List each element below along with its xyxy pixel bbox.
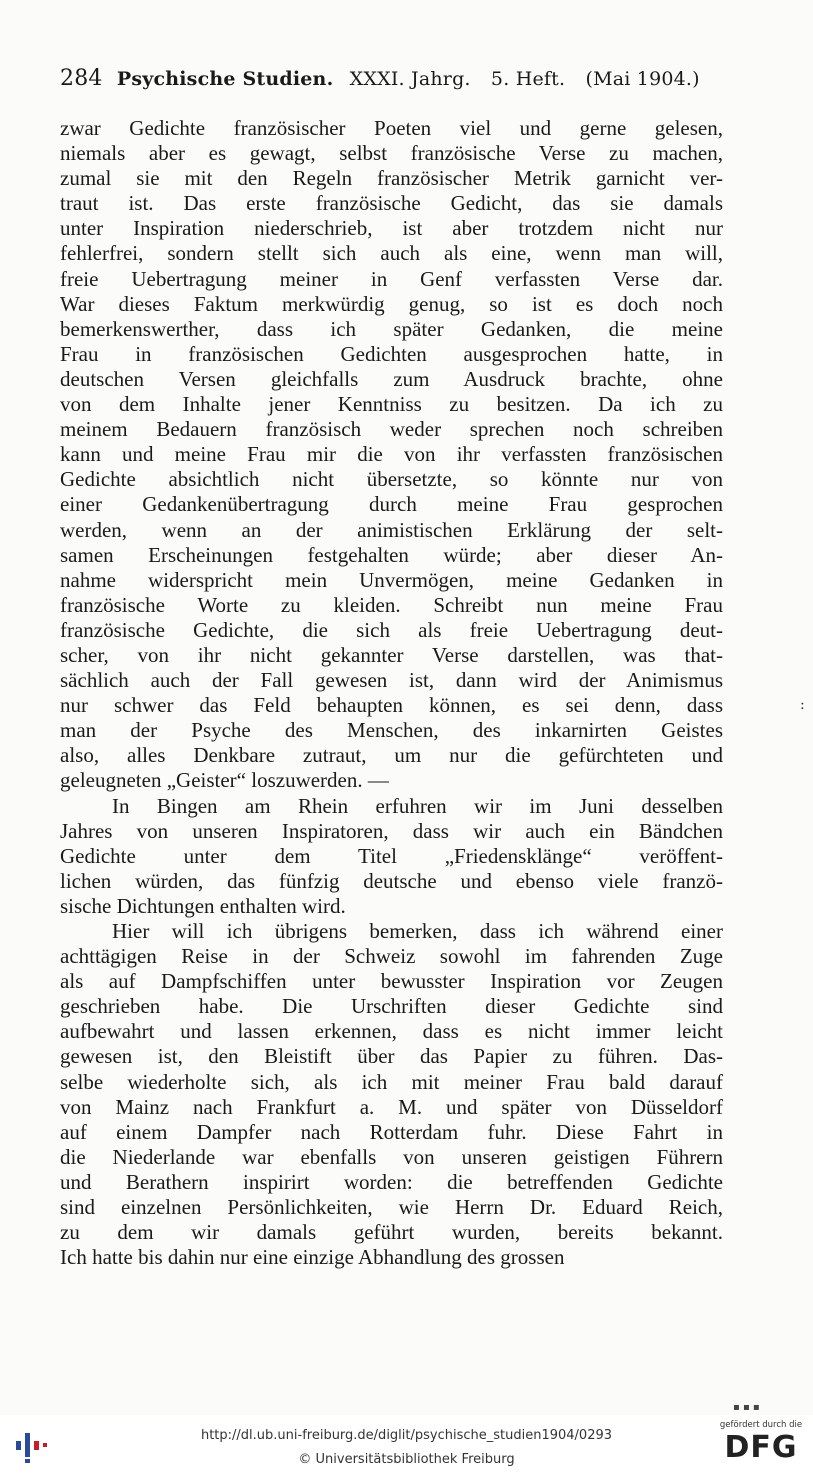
text-line: und Berathern inspirirt worden: die betreffenden Gedichte [60,1169,723,1194]
text-line: französische Gedichte, die sich als freie Uebertragung deut- [60,617,723,642]
text-line: sische Dichtungen enthalten wird. [60,893,346,918]
text-line: werden, wenn an der animistischen Erklärung der selt- [60,517,723,542]
text-line: die Niederlande war ebenfalls von unseren geistigen Führern [60,1144,723,1169]
text-line: Ich hatte bis dahin nur eine einzige Abhandlung des grossen [60,1245,565,1270]
text-line: Gedichte absichtlich nicht übersetzte, so könnte nur von [60,467,723,492]
issue-date: (Mai 1904.) [585,68,700,90]
text-line: meinem Bedauern französisch weder sprechen noch schreiben [60,417,723,442]
permalink-url[interactable]: http://dl.ub.uni-freiburg.de/diglit/psychische_studien1904/0293 [200,1428,613,1443]
text-line: Frau in französischen Gedichten ausgesprochen hatte, in [60,341,723,366]
journal-title: Psychische Studien. [116,68,334,90]
text-line: traut ist. Das erste französische Gedicht, das sie damals [60,191,723,216]
text-line: Hier will ich übrigens bemerken, dass ich während einer [112,919,723,943]
text-line: scher, von ihr nicht gekannter Verse darstellen, was that- [60,642,723,667]
text-line: nahme widerspricht mein Unvermögen, meine Gedanken in [60,567,723,592]
margin-mark: : [800,697,805,713]
running-header [60,66,740,91]
text-line: geleugneten „Geister“ loszuwerden. — [60,768,389,793]
text-line: auf einem Dampfer nach Rotterdam fuhr. Diese Fahrt in [60,1119,723,1144]
text-line: In Bingen am Rhein erfuhren wir im Juni desselben [112,793,723,818]
text-line: man der Psyche des Menschen, des inkarnirten Geistes [60,718,723,743]
text-line: selbe wiederholte sich, als ich mit meiner Frau bald darauf [60,1069,723,1094]
text-line: deutschen Versen gleichfalls zum Ausdruck brachte, ohne [60,366,723,391]
text-line: geschrieben habe. Die Urschriften dieser Gedichte sind [60,994,723,1019]
text-line: also, alles Denkbare zutraut, um nur die gefürchteten und [60,743,723,768]
page-number: 284 [60,66,103,91]
body-text [60,116,723,1270]
text-line: einer Gedankenübertragung durch meine Frau gesprochen [60,492,723,517]
text-line: samen Erscheinungen festgehalten würde; aber dieser An- [60,542,723,567]
text-line: zu dem wir damals geführt wurden, bereits bekannt. [60,1220,723,1245]
text-line: von Mainz nach Frankfurt a. M. und später von Düsseldorf [60,1094,723,1119]
text-line: sächlich auch der Fall gewesen ist, dann wird der Animismus [60,668,723,693]
text-line: War dieses Faktum merkwürdig genug, so ist es doch noch [60,291,723,316]
text-line: kann und meine Frau mir die von ihr verfassten französischen [60,442,723,467]
dfg-tagline: gefördert durch die [719,1420,803,1430]
dfg-wordmark: DFG [724,1430,798,1465]
text-line: sind einzelnen Persönlichkeiten, wie Herrn Dr. Eduard Reich, [60,1195,723,1220]
issue-number: 5. Heft. [490,68,566,90]
scan-artifact: ▪ ▪ ▪ [733,1402,760,1413]
text-line: aufbewahrt und lassen erkennen, dass es nicht immer leicht [60,1019,723,1044]
text-line: achttägigen Reise in der Schweiz sowohl im fahrenden Zuge [60,944,723,969]
text-line: freie Uebertragung meiner in Genf verfassten Verse dar. [60,266,723,291]
text-line: bemerkenswerther, dass ich später Gedanken, die meine [60,316,723,341]
text-line: zwar Gedichte französischer Poeten viel und gerne gelesen, [60,116,723,140]
text-line: französische Worte zu kleiden. Schreibt nun meine Frau [60,592,723,617]
text-line: unter Inspiration niederschrieb, ist aber trotzdem nicht nur [60,216,723,241]
text-line: fehlerfrei, sondern stellt sich auch als eine, wenn man will, [60,241,723,266]
text-line: Jahres von unseren Inspiratoren, dass wir auch ein Bändchen [60,818,723,843]
text-line: von dem Inhalte jener Kenntniss zu besitzen. Da ich zu [60,392,723,417]
dfg-logo [716,1420,806,1470]
volume-year: XXXI. Jahrg. [349,68,471,90]
text-line: Gedichte unter dem Titel „Friedensklänge“ veröffent- [60,843,723,868]
text-line: gewesen ist, den Bleistift über das Papier zu führen. Das- [60,1044,723,1069]
viewer-footer [0,1415,813,1473]
text-line: als auf Dampfschiffen unter bewusster Inspiration vor Zeugen [60,969,723,994]
text-line: zumal sie mit den Regeln französischer Metrik garnicht ver- [60,166,723,191]
text-line: lichen würden, das fünfzig deutsche und ebenso viele franzö- [60,868,723,893]
text-line: niemals aber es gewagt, selbst französische Verse zu machen, [60,141,723,166]
text-line: nur schwer das Feld behaupten können, es sei denn, dass [60,693,723,718]
copyright-text: © Universitätsbibliothek Freiburg [298,1452,515,1467]
